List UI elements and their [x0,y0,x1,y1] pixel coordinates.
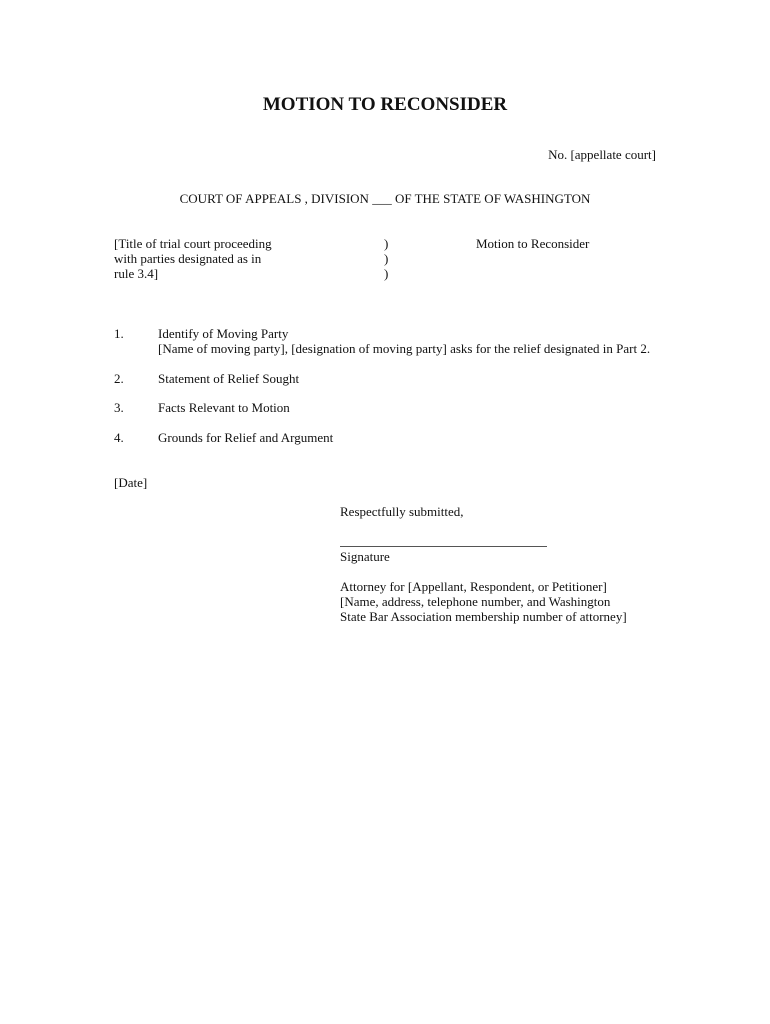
section-number: 4. [114,430,124,445]
section-title: Identify of Moving Party [158,326,289,341]
section-title: Statement of Relief Sought [158,371,300,386]
section-number: 1. [114,326,124,341]
caption-motion-label: Motion to Reconsider [476,236,590,251]
section-title: Facts Relevant to Motion [158,400,290,415]
section-title: Grounds for Relief and Argument [158,430,334,445]
caption-line: rule 3.4] [114,266,159,281]
section-number: 3. [114,400,124,415]
closing-phrase: Respectfully submitted, [340,504,464,519]
attorney-block [340,579,627,624]
case-number: No. [appellate court] [548,147,656,162]
document-title: MOTION TO RECONSIDER [262,94,508,115]
caption-title-block [114,236,272,281]
court-line: COURT OF APPEALS , DIVISION ___ OF THE STATE OF WASHINGTON [179,191,591,206]
attorney-line: Attorney for [Appellant, Respondent, or Petitioner] [340,579,607,594]
caption-paren: ) [384,251,389,266]
date-placeholder: [Date] [114,475,148,490]
caption-paren: ) [384,266,389,281]
caption-parentheses [384,236,388,281]
attorney-line: [Name, address, telephone number, and Washington [340,594,611,609]
caption-line: with parties designated as in [114,251,262,266]
signature-label: Signature [340,549,390,564]
caption-paren: ) [384,236,389,251]
section-number: 2. [114,371,124,386]
attorney-line: State Bar Association membership number of attorney] [340,609,627,624]
caption-line: [Title of trial court proceeding [114,236,272,251]
signature-line [340,546,547,547]
section-body: [Name of moving party], [designation of moving party] asks for the relief designated in Part 2. [158,341,651,356]
